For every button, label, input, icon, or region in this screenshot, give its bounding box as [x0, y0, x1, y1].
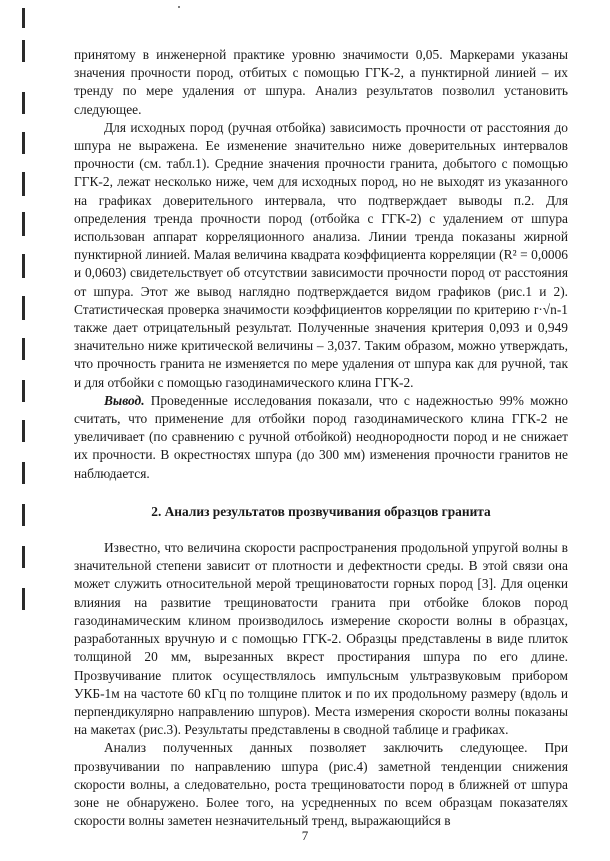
binding-mark: [22, 172, 25, 196]
binding-mark: [22, 132, 25, 154]
binding-mark: [22, 420, 25, 442]
paragraph-lead: Вывод.: [104, 392, 145, 408]
binding-mark: [22, 588, 25, 610]
binding-mark: [22, 546, 25, 568]
paragraph-text: Проведенные исследования показали, что с надежностью 99% можно считать, что применение для отбойки пород газодинамического клина ГГК-2 не увеличивает (по сравнению с ручной отбойкой) неоднородности пород и не снижает их прочности. В окрестностях шпура (до 300 мм) изменения прочности гранитов не наблюдается.: [74, 392, 568, 481]
paragraph: [74, 46, 568, 119]
scan-speck: [178, 6, 180, 8]
binding-mark: [22, 296, 25, 320]
binding-mark: [22, 92, 25, 114]
section-heading: 2. Анализ результатов прозвучивания образцов гранита: [151, 503, 491, 519]
binding-margin-marks: [22, 0, 26, 861]
top-paragraphs: [74, 46, 568, 483]
document-page: [74, 46, 568, 830]
paragraph: [74, 119, 568, 392]
page-number: 7: [301, 828, 309, 843]
paragraph: [74, 739, 568, 830]
binding-mark: [22, 504, 25, 526]
paragraph: [74, 539, 568, 739]
binding-mark: [22, 212, 25, 236]
paragraph: [74, 392, 568, 483]
paragraph-text: Известно, что величина скорости распространения продольной упругой волны в значительной степени зависит от плотности и дефектности среды. В этой связи она может служить относительной мерой трещиноватости горных пород [3]. Для оценки влияния на развитие трещиноватости гранита при отбойке блоков пород газодинамическим клином производилось измерение скорости волны в образцах, разработанных вручную и с помощью ГГК-2. Образцы представлены в виде плиток толщиной 20 мм, вырезанных вкрест простирания шпура по его длине. Прозвучивание плиток осуществлялось импульсным ультразвуковым прибором УКБ-1м на частоте 60 кГц по толщине плиток и по их продольному размеру (вдоль и перпендикулярно направлению шпуров). Места измерения скорости волны показаны на макетах (рис.3). Результаты представлены в сводной таблице и графиках.: [74, 540, 568, 738]
binding-mark: [22, 462, 25, 484]
paragraph-text: Для исходных пород (ручная отбойка) зависимость прочности от расстояния до шпура не выражена. Ее изменение значительно ниже доверительных интервалов прочности (см. табл.1). Средние значения прочности гранита, добытого с помощью ГГК-2, лежат несколько ниже, чем для исходных пород, но не выходят из указанного на графиках доверительного интервала, что подтверждает выводы п.2. Для определения тренда прочности пород (отбойка с ГГК-2) с удалением от шпура использован аппарат корреляционного анализа. Линии тренда показаны жирной пунктирной линией. Малая величина квадрата коэффициента корреляции (R² = 0,0006 и 0,0603) свидетельствует об отсутствии зависимости прочности пород от расстояния от шпура. Этот же вывод наглядно подтверждается видом графиков (рис.1 и 2). Статистическая проверка значимости коэффициентов корреляции по критерию r·√n-1 также дает отрицательный результат. Полученные значения критерия 0,093 и 0,949 значительно ниже критической величины – 3,037. Таким образом, можно утверждать, что прочность гранита не изменяется по мере удаления от шпура как для ручной, так и для отбойки с помощью газодинамического клина ГГК-2.: [74, 119, 568, 390]
binding-mark: [22, 380, 25, 402]
binding-mark: [22, 8, 25, 28]
binding-mark: [22, 254, 25, 278]
binding-mark: [22, 338, 25, 360]
paragraph-text: принятому в инженерной практике уровню значимости 0,05. Маркерами указаны значения прочности пород, отбитых с помощью ГГК-2, а пунктирной линией – их тренду по мере удаления от шпура. Анализ результатов позволил установить следующее.: [74, 47, 568, 117]
binding-mark: [22, 40, 25, 62]
paragraph-text: Анализ полученных данных позволяет заключить следующее. При прозвучивании по направлению шпура (рис.4) заметной тенденции снижения скорости волны, а следовательно, роста трещиноватости пород в ближней от шпура зоне не обнаружено. Более того, на усредненных по всем образцам показателях скорости волны заметен незначительный тренд, выражающийся в: [74, 740, 568, 829]
bottom-paragraphs: [74, 539, 568, 830]
